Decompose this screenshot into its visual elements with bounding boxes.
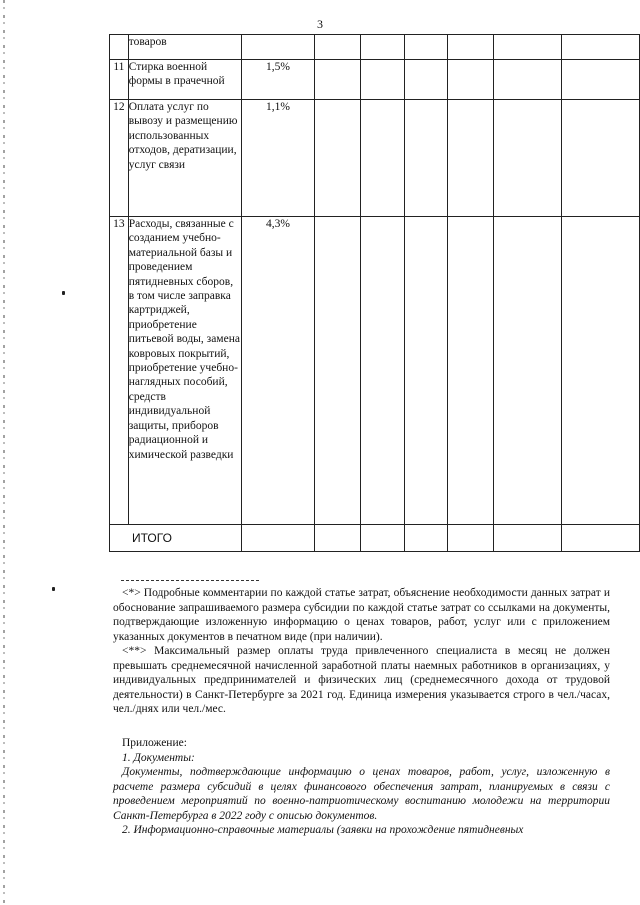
cost-share [241,35,314,60]
footnote-2: <**> Максимальный размер оплаты труда привлеченного специалиста в месяц не должен превышать среднемесячной начисленной заработной платы наемных работников в организациях, у индивидуальных предпринимателей и физических лиц (среднемесячного дохода от трудовой деятельности) в Санкт-Петербурге за 2021 год. Единица измерения указывается строго в чел./часах, чел./днях или чел./мес. [113,645,610,715]
table-row [110,217,640,525]
table-row [110,60,640,100]
empty-cell [361,217,405,525]
empty-cell [448,35,494,60]
appendix-item-1-text: Документы, подтверждающие информацию о ценах товаров, работ, услуг, изложенную в расчете размера субсидий в целях финансового обеспечения затрат, планируемых в связи с проведением мероприятий по военно-патриотическому воспитанию молодежи на территории Санкт-Петербурга в 2022 году с описью документов. [113,766,610,822]
appendix-item-1-title: 1. Документы: [122,751,195,764]
empty-cell [241,525,314,552]
empty-cell [315,217,361,525]
cost-item-name: Стирка военной формы в прачечной [128,60,241,100]
empty-cell [562,525,640,552]
cost-share: 1,1% [241,100,314,217]
empty-cell [361,525,405,552]
empty-cell [315,525,361,552]
appendix-item-2-text: 2. Информационно-справочные материалы (заявки на прохождение пятидневных [122,824,524,836]
row-number: 11 [110,60,129,100]
empty-cell [315,100,361,217]
empty-cell [494,100,562,217]
total-label: ИТОГО [132,530,172,545]
empty-cell [448,60,494,100]
cost-item-name: Расходы, связанные с созданием учебно-материальной базы и проведением пятидневных сборов, в том числе заправка картриджей, приобретение питьевой воды, замена ковровых покрытий, приобретение учебно-наглядных пособий, средств индивидуальной защиты, приборов радиационной и химической разведки [128,217,241,525]
empty-cell [562,35,640,60]
page-number: 3 [317,17,323,31]
empty-cell [448,525,494,552]
table-row [110,100,640,217]
empty-cell [404,60,448,100]
empty-cell [494,35,562,60]
scan-speck [52,587,55,591]
scan-edge-artifact [3,0,5,905]
total-row [110,525,640,552]
empty-cell [494,217,562,525]
cost-share: 4,3% [241,217,314,525]
empty-cell [562,60,640,100]
cost-table [109,34,640,552]
empty-cell [494,60,562,100]
cost-item-name: товаров [128,35,241,60]
empty-cell [404,217,448,525]
empty-cell [562,100,640,217]
appendix [113,736,610,838]
empty-cell [494,525,562,552]
empty-cell [404,525,448,552]
cost-share: 1,5% [241,60,314,100]
total-cell [110,525,242,552]
empty-cell [404,100,448,217]
footnote-1: <*> Подробные комментарии по каждой статье затрат, объяснение необходимости данных затрат и обоснование запрашиваемого размера субсидии по каждой статье затрат со ссылками на документы, подтверждающие изложенную информацию о ценах товаров, работ, услуг или с приложением указанных документов в печатном виде (при наличии). [113,587,610,643]
table-row [110,35,640,60]
empty-cell [361,100,405,217]
empty-cell [562,217,640,525]
empty-cell [404,35,448,60]
empty-cell [361,60,405,100]
footnotes [113,586,610,717]
empty-cell [361,35,405,60]
cost-item-name: Оплата услуг по вывозу и размещению использованных отходов, дератизации, услуг связи [128,100,241,217]
empty-cell [315,60,361,100]
empty-cell [448,217,494,525]
empty-cell [448,100,494,217]
row-number: 13 [110,217,129,525]
row-number [110,35,129,60]
row-number: 12 [110,100,129,217]
empty-cell [315,35,361,60]
appendix-heading: Приложение: [122,737,187,749]
scan-speck [62,291,65,295]
footnote-separator [121,580,259,581]
